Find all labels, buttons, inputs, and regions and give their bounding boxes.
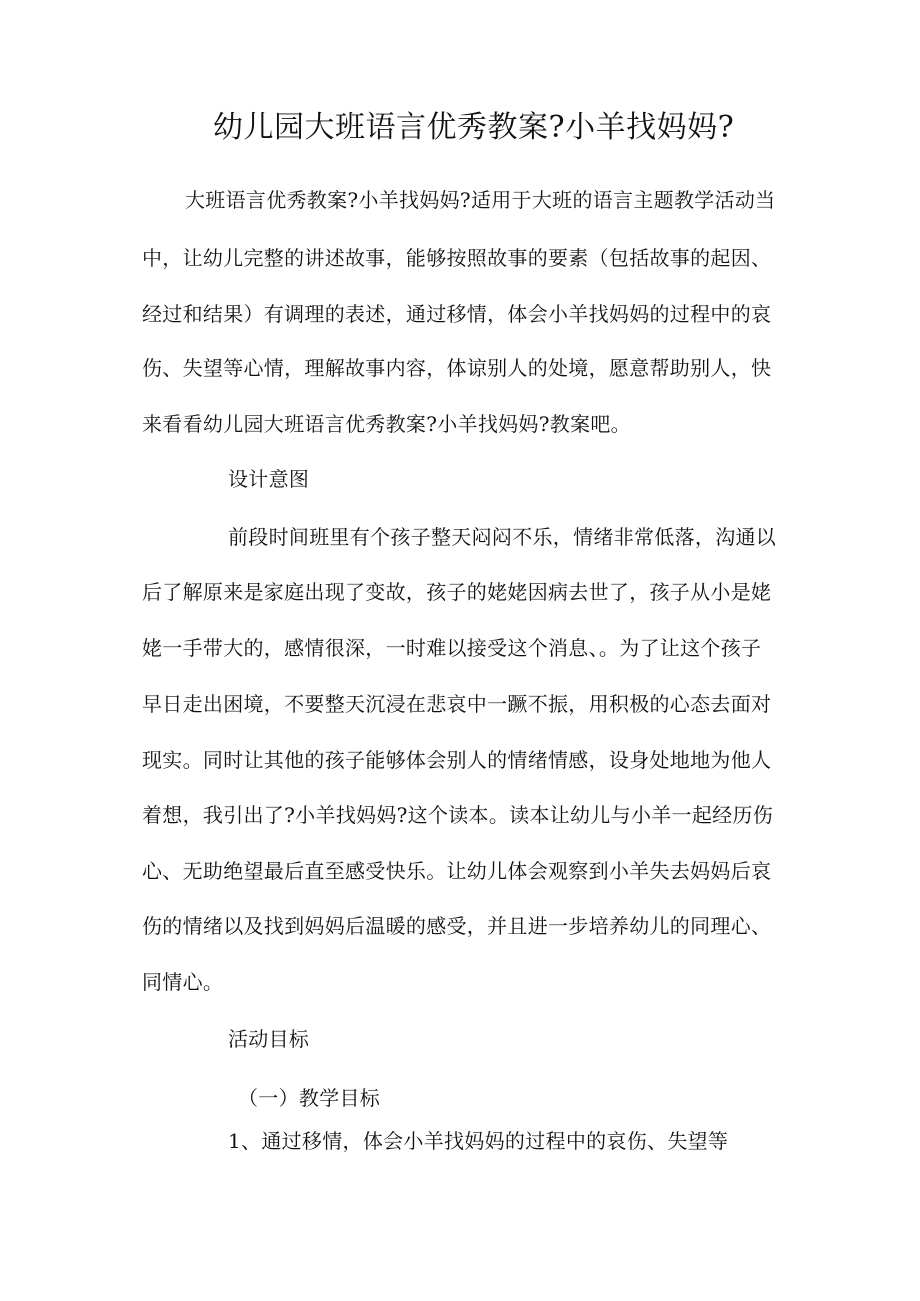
intro-line: 伤、失望等心情，理解故事内容，体谅别人的处境，愿意帮助别人，快 [142,356,772,380]
section-heading-goals: 活动目标 [228,1027,310,1051]
section-heading-design: 设计意图 [228,467,310,491]
body-line: 早日走出困境，不要整天沉浸在悲哀中一蹶不振，用积极的心态去面对 [142,692,772,716]
intro-line: 经过和结果）有调理的表述，通过移情，体会小羊找妈妈的过程中的哀 [142,302,772,326]
goal-item: 1、通过移情，体会小羊找妈妈的过程中的哀伤、失望等 [228,1129,729,1153]
intro-line: 中，让幼儿完整的讲述故事，能够按照故事的要素（包括故事的起因、 [142,246,772,270]
body-line: 姥一手带大的，感情很深，一时难以接受这个消息、。为了让这个孩子 [142,636,762,660]
intro-line: 来看看幼儿园大班语言优秀教案?小羊找妈妈?教案吧。 [142,412,631,436]
document-title: 幼儿园大班语言优秀教案?小羊找妈妈? [213,110,735,145]
body-line: 着想，我引出了?小羊找妈妈?这个读本。读本让幼儿与小羊一起经历伤 [142,803,774,827]
body-line: 现实。同时让其他的孩子能够体会别人的情绪情感，设身处地地为他人 [142,748,772,772]
intro-line: 大班语言优秀教案?小羊找妈妈?适用于大班的语言主题教学活动当 [185,188,776,212]
body-line: 前段时间班里有个孩子整天闷闷不乐，情绪非常低落，沟通以 [228,525,777,549]
body-line: 后了解原来是家庭出现了变故，孩子的姥姥因病去世了，孩子从小是姥 [142,580,772,604]
body-line: 心、无助绝望最后直至感受快乐。让幼儿体会观察到小羊失去妈妈后哀 [142,859,772,883]
subheading-teaching-goals: （一）教学目标 [238,1086,381,1110]
body-line: 伤的情绪以及找到妈妈后温暖的感受，并且进一步培养幼儿的同理心、 [142,914,772,938]
body-line: 同情心。 [142,970,224,994]
